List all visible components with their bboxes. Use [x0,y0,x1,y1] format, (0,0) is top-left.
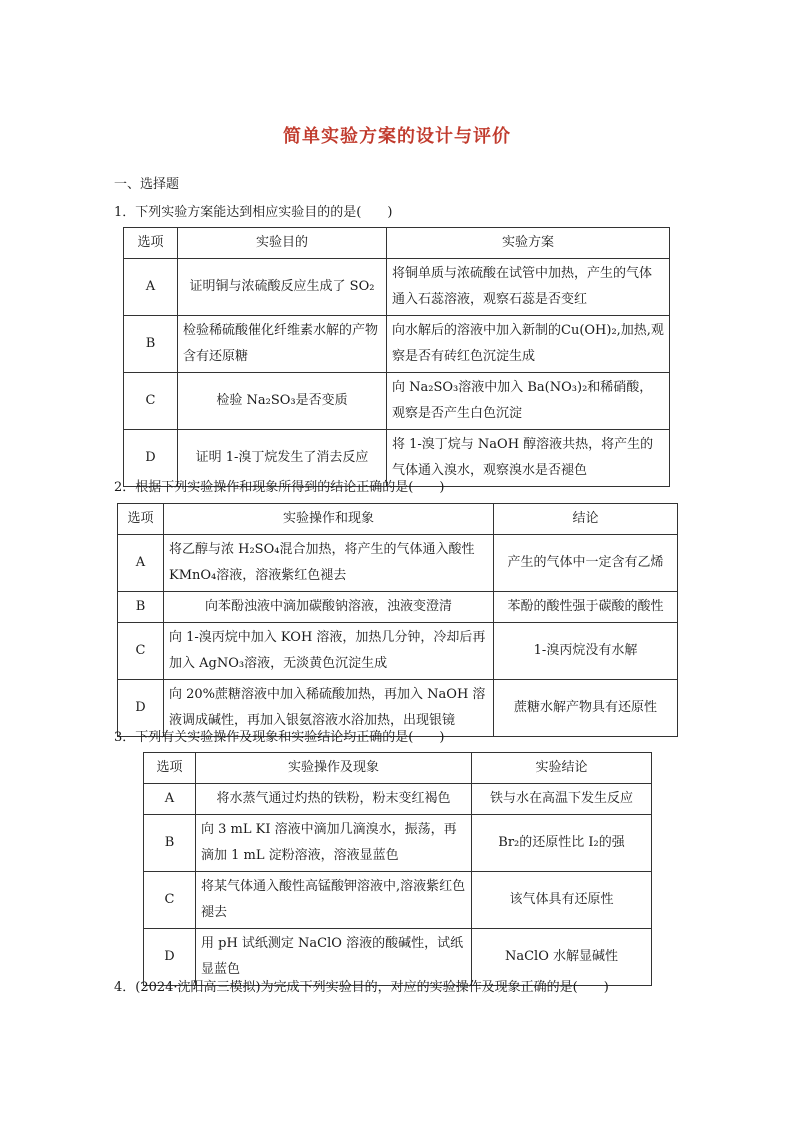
operation-cell: 将水蒸气通过灼热的铁粉，粉末变红褐色 [196,784,472,815]
question-1-stem: 1．下列实验方案能达到相应实验目的的是( ) [114,205,393,220]
conclusion-cell: 1-溴丙烷没有水解 [494,623,678,680]
option-label: D [144,929,196,986]
option-label: C [118,623,164,680]
header-operation: 实验操作及现象 [196,753,472,784]
header-purpose: 实验目的 [178,228,387,259]
table-header-row [118,504,678,535]
table-row [144,784,652,815]
option-label: C [144,872,196,929]
question-1-table [123,227,670,487]
plan-cell: 向 Na₂SO₃溶液中加入 Ba(NO₃)₂和稀硝酸，观察是否产生白色沉淀 [387,373,670,430]
conclusion-cell: 铁与水在高温下发生反应 [472,784,652,815]
purpose-cell: 检验稀硫酸催化纤维素水解的产物含有还原糖 [178,316,387,373]
header-plan: 实验方案 [387,228,670,259]
header-option: 选项 [124,228,178,259]
question-4-stem: 4．(2024·沈阳高三模拟)为完成下列实验目的，对应的实验操作及现象正确的是( ) [114,980,609,995]
question-3-stem: 3．下列有关实验操作及现象和实验结论均正确的是( ) [114,730,445,745]
option-label: B [144,815,196,872]
plan-cell: 将 1-溴丁烷与 NaOH 醇溶液共热，将产生的气体通入溴水，观察溴水是否褪色 [387,430,670,487]
option-label: A [144,784,196,815]
table-row [118,592,678,623]
table-row [124,316,670,373]
conclusion-cell: Br₂的还原性比 I₂的强 [472,815,652,872]
page-title: 简单实验方案的设计与评价 [283,126,511,147]
conclusion-cell: 蔗糖水解产物具有还原性 [494,680,678,737]
option-label: C [124,373,178,430]
purpose-cell: 证明铜与浓硫酸反应生成了 SO₂ [178,259,387,316]
option-label: A [124,259,178,316]
table-header-row [144,753,652,784]
operation-cell: 向 1-溴丙烷中加入 KOH 溶液，加热几分钟，冷却后再加入 AgNO₃溶液，无淡黄色沉淀生成 [164,623,494,680]
option-label: B [118,592,164,623]
question-2-stem: 2．根据下列实验操作和现象所得到的结论正确的是( ) [114,480,445,495]
purpose-cell: 证明 1-溴丁烷发生了消去反应 [178,430,387,487]
option-label: A [118,535,164,592]
operation-cell: 将某气体通入酸性高锰酸钾溶液中,溶液紫红色褪去 [196,872,472,929]
operation-cell: 向 20%蔗糖溶液中加入稀硫酸加热，再加入 NaOH 溶液调成碱性，再加入银氨溶液水浴加热，出现银镜 [164,680,494,737]
question-3-table [143,752,652,986]
question-2-table [117,503,678,737]
table-row [118,535,678,592]
table-row [144,872,652,929]
option-label: D [124,430,178,487]
operation-cell: 向 3 mL KI 溶液中滴加几滴溴水，振荡，再滴加 1 mL 淀粉溶液，溶液显蓝色 [196,815,472,872]
header-option: 选项 [144,753,196,784]
conclusion-cell: NaClO 水解显碱性 [472,929,652,986]
section-heading: 一、选择题 [114,177,180,192]
table-row [124,373,670,430]
option-label: B [124,316,178,373]
table-header-row [124,228,670,259]
header-conclusion: 结论 [494,504,678,535]
header-operation: 实验操作和现象 [164,504,494,535]
conclusion-cell: 该气体具有还原性 [472,872,652,929]
operation-cell: 将乙醇与浓 H₂SO₄混合加热，将产生的气体通入酸性 KMnO₄溶液，溶液紫红色褪去 [164,535,494,592]
plan-cell: 向水解后的溶液中加入新制的Cu(OH)₂,加热,观察是否有砖红色沉淀生成 [387,316,670,373]
conclusion-cell: 苯酚的酸性强于碳酸的酸性 [494,592,678,623]
table-row [124,259,670,316]
operation-cell: 向苯酚浊液中滴加碳酸钠溶液，浊液变澄清 [164,592,494,623]
operation-cell: 用 pH 试纸测定 NaClO 溶液的酸碱性，试纸显蓝色 [196,929,472,986]
plan-cell: 将铜单质与浓硫酸在试管中加热，产生的气体通入石蕊溶液，观察石蕊是否变红 [387,259,670,316]
table-row [144,815,652,872]
option-label: D [118,680,164,737]
conclusion-cell: 产生的气体中一定含有乙烯 [494,535,678,592]
header-conclusion: 实验结论 [472,753,652,784]
header-option: 选项 [118,504,164,535]
table-row [118,623,678,680]
purpose-cell: 检验 Na₂SO₃是否变质 [178,373,387,430]
